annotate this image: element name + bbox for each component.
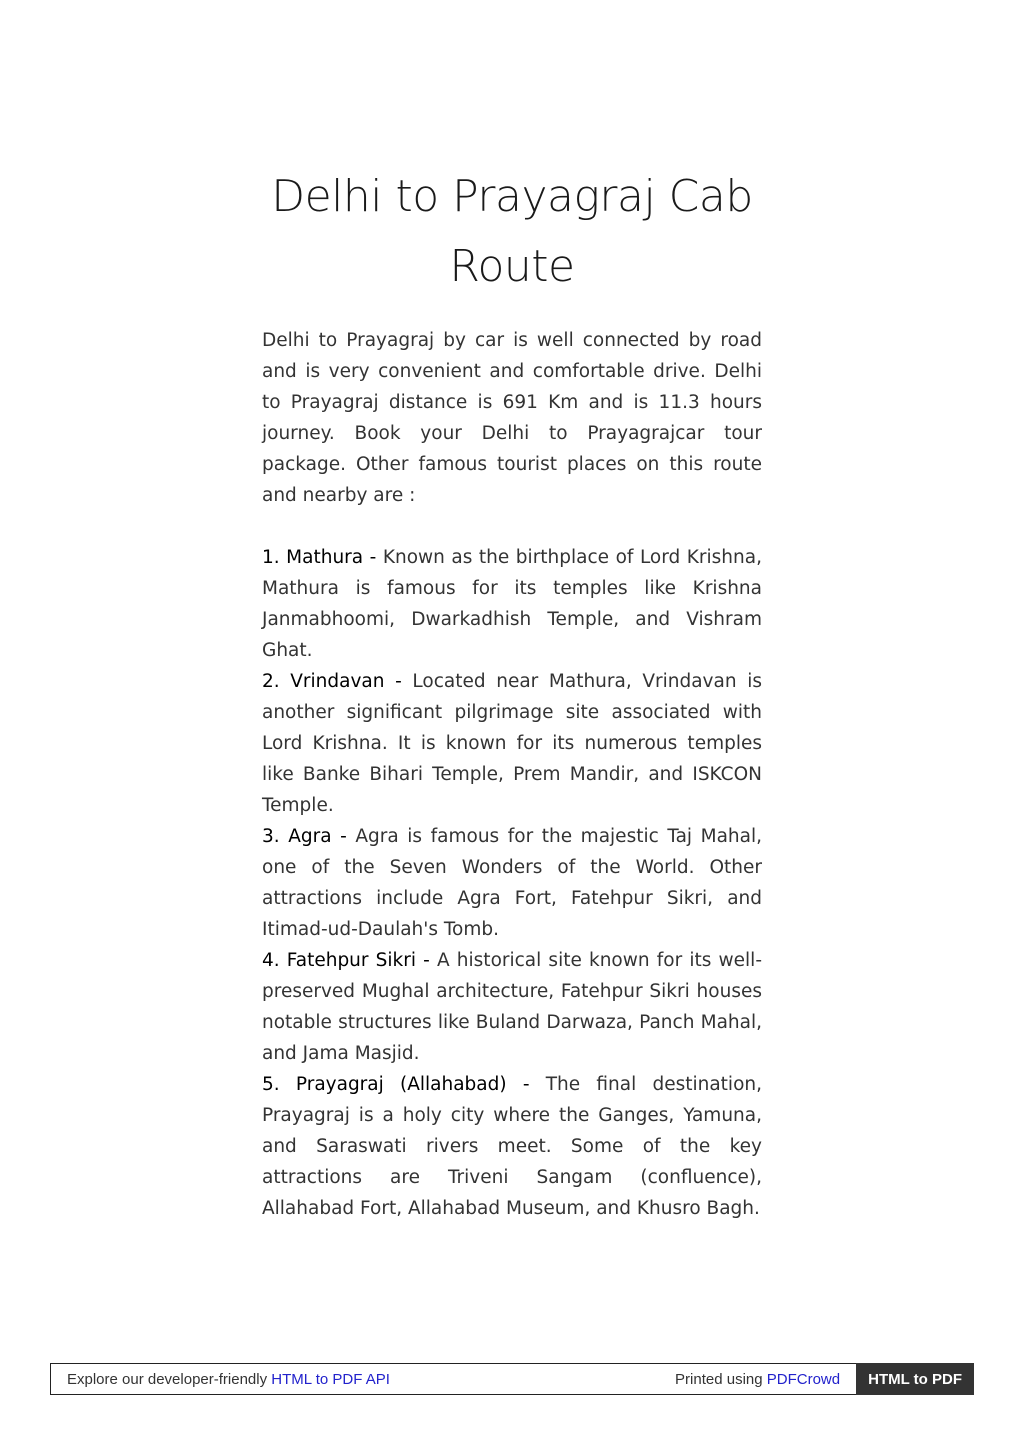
list-item-heading: 4. Fatehpur Sikri -	[262, 950, 430, 971]
list-item-heading: 5. Prayagraj (Allahabad) -	[262, 1074, 530, 1095]
list-item	[262, 666, 762, 821]
list-item	[262, 1069, 762, 1224]
page-title-line-1: Delhi to Prayagraj Cab	[271, 171, 753, 222]
list-item	[262, 542, 762, 666]
footer-printed-text: Printed using	[675, 1370, 763, 1388]
footer-promo-text: Explore our developer-friendly	[67, 1370, 268, 1388]
html-to-pdf-button[interactable]: HTML to PDF	[856, 1363, 974, 1395]
html-to-pdf-api-link[interactable]: HTML to PDF API	[271, 1370, 390, 1388]
intro-paragraph: Delhi to Prayagraj by car is well connected by road and is very convenient and comfortable drive. Delhi to Prayagraj distance is 691 Km and is 11.3 hours journey. Book your Delhi to Prayagrajcar tour package. Other famous tourist places on this route and nearby are :	[262, 330, 762, 506]
list-item-text: Known as the birthplace of Lord Krishna, Mathura is famous for its temples like Krishna Janmabhoomi, Dwarkadhish Temple, and Vishram Ghat.	[262, 547, 762, 661]
list-item-heading: 2. Vrindavan -	[262, 671, 402, 692]
list-item-text: Agra is famous for the majestic Taj Mahal, one of the Seven Wonders of the World. Other attractions include Agra Fort, Fatehpur Sikri, and Itimad-ud-Daulah's Tomb.	[262, 826, 762, 940]
paragraph-spacer	[262, 511, 762, 542]
article-body	[262, 325, 762, 1224]
pdf-footer-bar	[50, 1363, 974, 1395]
page-title-line-2: Route	[449, 241, 575, 292]
list-item	[262, 821, 762, 945]
footer-printed-by	[675, 1371, 856, 1388]
list-item-text: Located near Mathura, Vrindavan is another significant pilgrimage site associated with Lord Krishna. It is known for its numerous temples like Banke Bihari Temple, Prem Mandir, and ISKCON Temple.	[262, 671, 762, 816]
list-item-heading: 1. Mathura -	[262, 547, 377, 568]
list-item-text: A historical site known for its well-preserved Mughal architecture, Fatehpur Sikri houses notable structures like Buland Darwaza, Panch Mahal, and Jama Masjid.	[262, 950, 762, 1064]
page-title	[262, 162, 762, 302]
pdfcrowd-link[interactable]: PDFCrowd	[766, 1370, 841, 1388]
list-item	[262, 945, 762, 1069]
footer-promo	[51, 1371, 675, 1388]
list-item-heading: 3. Agra -	[262, 826, 347, 847]
list-item-text: The final destination, Prayagraj is a holy city where the Ganges, Yamuna, and Saraswati rivers meet. Some of the key attractions are Triveni Sangam (confluence), Allahabad Fort, Allahabad Museum, and Khusro Bagh.	[262, 1074, 762, 1219]
